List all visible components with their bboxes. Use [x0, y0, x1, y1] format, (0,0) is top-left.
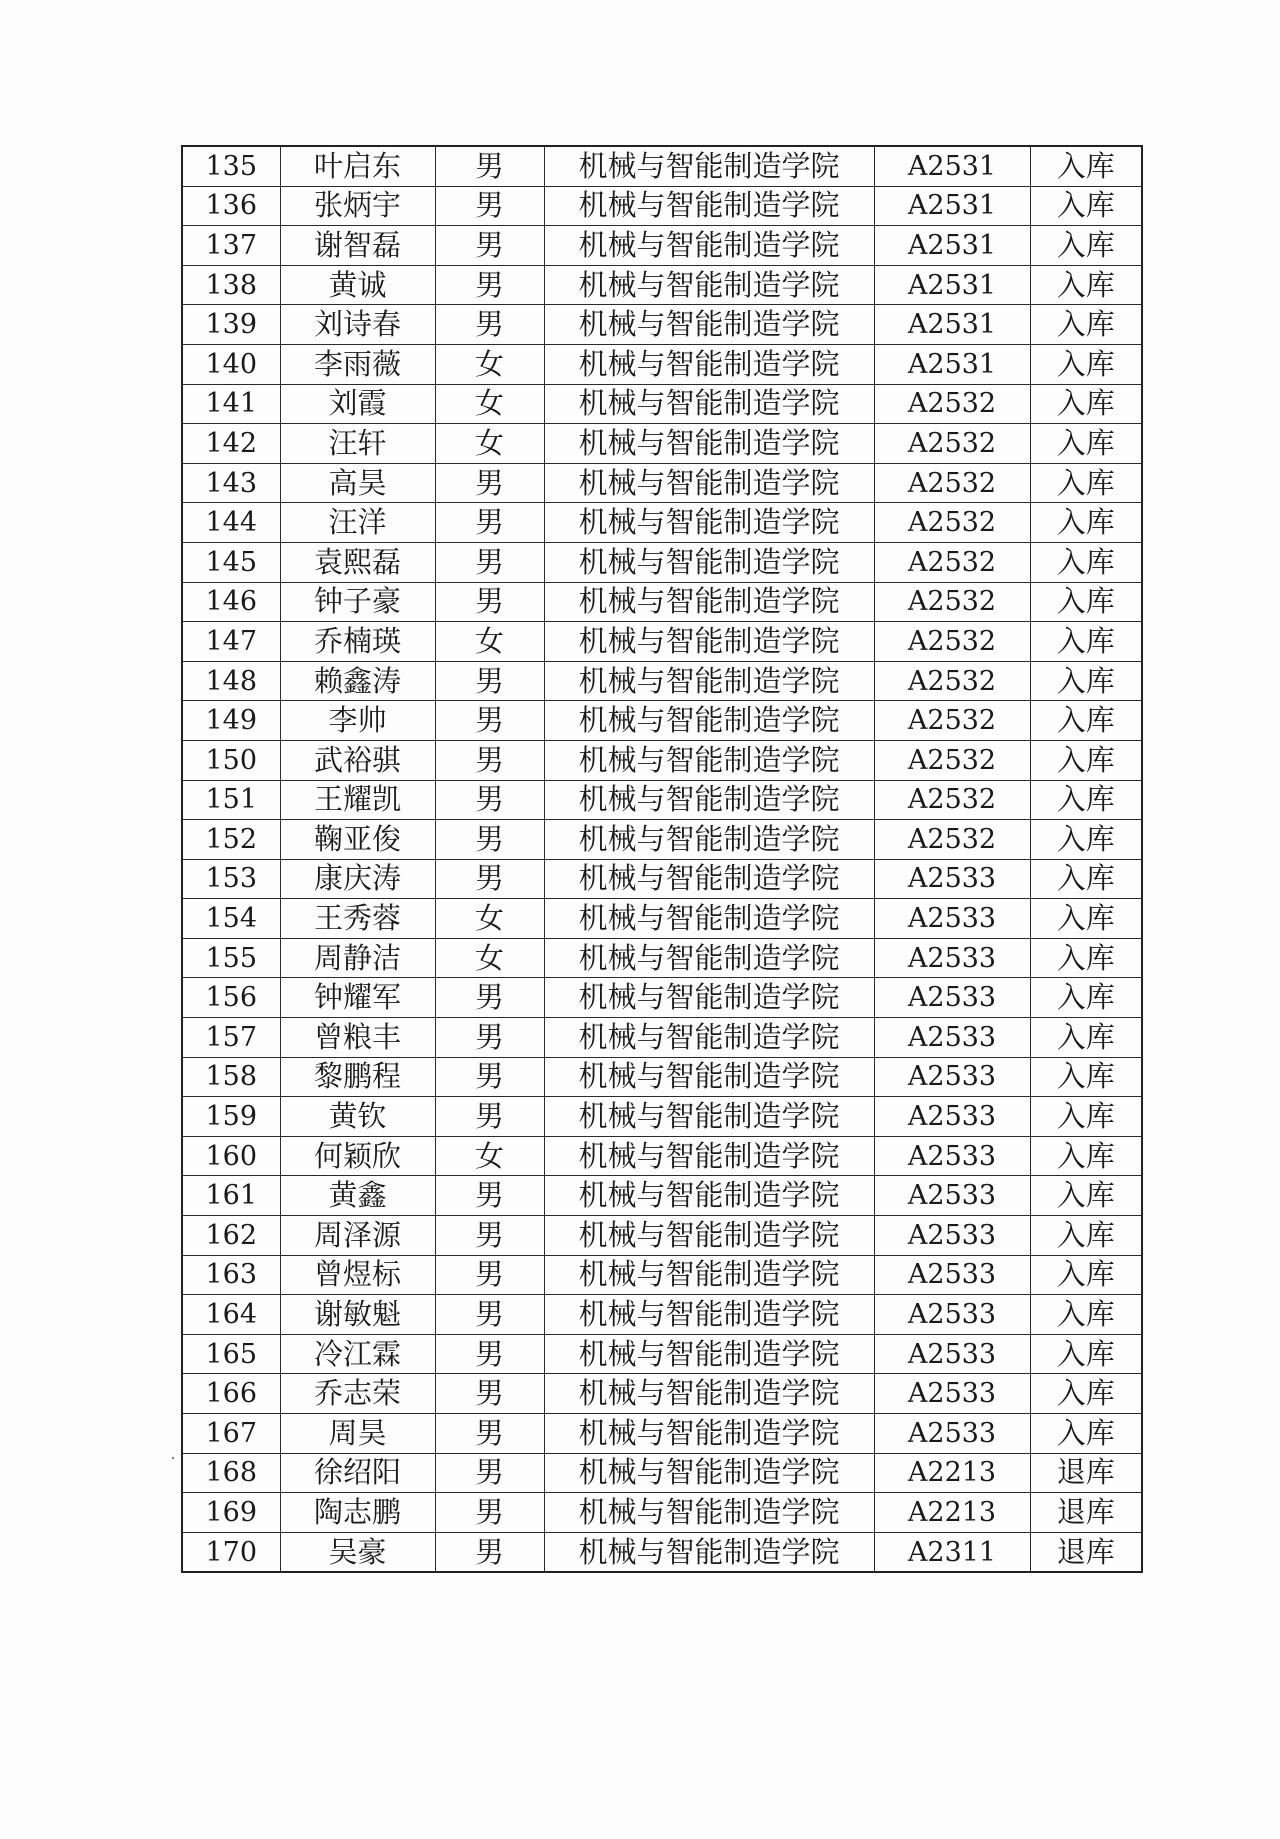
student-gender: 女	[435, 1136, 544, 1176]
student-gender: 男	[435, 740, 544, 780]
row-number: 145	[182, 542, 280, 582]
table-row	[182, 146, 1142, 186]
status-label: 入库	[1030, 582, 1142, 622]
college-name: 机械与智能制造学院	[544, 938, 874, 978]
table-row	[182, 265, 1142, 305]
table-row	[182, 899, 1142, 939]
status-label: 入库	[1030, 859, 1142, 899]
class-code: A2531	[874, 146, 1030, 186]
class-code: A2533	[874, 938, 1030, 978]
row-number: 150	[182, 740, 280, 780]
college-name: 机械与智能制造学院	[544, 899, 874, 939]
status-label: 入库	[1030, 820, 1142, 860]
college-name: 机械与智能制造学院	[544, 1176, 874, 1216]
college-name: 机械与智能制造学院	[544, 1136, 874, 1176]
college-name: 机械与智能制造学院	[544, 226, 874, 266]
student-name: 周昊	[280, 1414, 435, 1454]
row-number: 164	[182, 1295, 280, 1335]
student-name: 黄鑫	[280, 1176, 435, 1216]
student-name: 黄钦	[280, 1097, 435, 1137]
table-row	[182, 622, 1142, 662]
class-code: A2533	[874, 1136, 1030, 1176]
row-number: 138	[182, 265, 280, 305]
student-name: 李雨薇	[280, 344, 435, 384]
student-name: 刘霞	[280, 384, 435, 424]
class-code: A2531	[874, 265, 1030, 305]
college-name: 机械与智能制造学院	[544, 1374, 874, 1414]
student-name: 李帅	[280, 701, 435, 741]
table-row	[182, 859, 1142, 899]
row-number: 137	[182, 226, 280, 266]
table-row	[182, 1216, 1142, 1256]
table-row	[182, 1334, 1142, 1374]
row-number: 166	[182, 1374, 280, 1414]
college-name: 机械与智能制造学院	[544, 1018, 874, 1058]
status-label: 入库	[1030, 622, 1142, 662]
student-gender: 男	[435, 1057, 544, 1097]
table-row	[182, 226, 1142, 266]
student-gender: 男	[435, 859, 544, 899]
college-name: 机械与智能制造学院	[544, 1414, 874, 1454]
table-row	[182, 542, 1142, 582]
class-code: A2532	[874, 424, 1030, 464]
status-label: 入库	[1030, 1057, 1142, 1097]
student-name: 乔楠瑛	[280, 622, 435, 662]
table-row	[182, 1018, 1142, 1058]
class-code: A2532	[874, 622, 1030, 662]
table-row	[182, 384, 1142, 424]
college-name: 机械与智能制造学院	[544, 1097, 874, 1137]
class-code: A2533	[874, 1018, 1030, 1058]
student-gender: 男	[435, 503, 544, 543]
row-number: 168	[182, 1453, 280, 1493]
status-label: 退库	[1030, 1493, 1142, 1533]
table-row	[182, 344, 1142, 384]
class-code: A2533	[874, 1374, 1030, 1414]
student-name: 周静洁	[280, 938, 435, 978]
row-number: 143	[182, 463, 280, 503]
row-number: 146	[182, 582, 280, 622]
class-code: A2531	[874, 305, 1030, 345]
status-label: 入库	[1030, 1136, 1142, 1176]
class-code: A2533	[874, 1176, 1030, 1216]
row-number: 167	[182, 1414, 280, 1454]
class-code: A2532	[874, 780, 1030, 820]
student-name: 谢敏魁	[280, 1295, 435, 1335]
student-gender: 男	[435, 1018, 544, 1058]
class-code: A2532	[874, 582, 1030, 622]
row-number: 149	[182, 701, 280, 741]
student-name: 钟子豪	[280, 582, 435, 622]
row-number: 135	[182, 146, 280, 186]
scan-speck	[172, 1457, 174, 1459]
college-name: 机械与智能制造学院	[544, 1216, 874, 1256]
table-row	[182, 978, 1142, 1018]
status-label: 入库	[1030, 899, 1142, 939]
table-row	[182, 1414, 1142, 1454]
student-name: 赖鑫涛	[280, 661, 435, 701]
student-gender: 男	[435, 1532, 544, 1572]
class-code: A2311	[874, 1532, 1030, 1572]
table-row	[182, 661, 1142, 701]
class-code: A2531	[874, 344, 1030, 384]
student-gender: 男	[435, 1334, 544, 1374]
table-row	[182, 1374, 1142, 1414]
student-gender: 女	[435, 899, 544, 939]
status-label: 入库	[1030, 1018, 1142, 1058]
student-name: 乔志荣	[280, 1374, 435, 1414]
table-row	[182, 1532, 1142, 1572]
row-number: 160	[182, 1136, 280, 1176]
class-code: A2533	[874, 1057, 1030, 1097]
student-name: 鞠亚俊	[280, 820, 435, 860]
class-code: A2531	[874, 226, 1030, 266]
status-label: 入库	[1030, 384, 1142, 424]
college-name: 机械与智能制造学院	[544, 503, 874, 543]
row-number: 153	[182, 859, 280, 899]
status-label: 入库	[1030, 780, 1142, 820]
table-row	[182, 1295, 1142, 1335]
status-label: 入库	[1030, 146, 1142, 186]
class-code: A2533	[874, 1414, 1030, 1454]
row-number: 147	[182, 622, 280, 662]
student-name: 刘诗春	[280, 305, 435, 345]
table-row	[182, 1136, 1142, 1176]
student-gender: 男	[435, 265, 544, 305]
table-row	[182, 503, 1142, 543]
class-code: A2532	[874, 661, 1030, 701]
student-name: 钟耀军	[280, 978, 435, 1018]
student-gender: 男	[435, 978, 544, 1018]
class-code: A2532	[874, 542, 1030, 582]
student-gender: 男	[435, 820, 544, 860]
student-name: 曾粮丰	[280, 1018, 435, 1058]
college-name: 机械与智能制造学院	[544, 542, 874, 582]
student-name: 黄诚	[280, 265, 435, 305]
status-label: 入库	[1030, 1216, 1142, 1256]
status-label: 入库	[1030, 1374, 1142, 1414]
college-name: 机械与智能制造学院	[544, 344, 874, 384]
student-roster-table	[181, 145, 1143, 1573]
class-code: A2532	[874, 384, 1030, 424]
table-row	[182, 186, 1142, 226]
college-name: 机械与智能制造学院	[544, 661, 874, 701]
student-gender: 男	[435, 1216, 544, 1256]
class-code: A2533	[874, 1334, 1030, 1374]
table-row	[182, 740, 1142, 780]
class-code: A2533	[874, 1097, 1030, 1137]
student-name: 康庆涛	[280, 859, 435, 899]
college-name: 机械与智能制造学院	[544, 780, 874, 820]
student-gender: 男	[435, 1414, 544, 1454]
student-gender: 男	[435, 701, 544, 741]
status-label: 退库	[1030, 1532, 1142, 1572]
class-code: A2532	[874, 740, 1030, 780]
table-row	[182, 305, 1142, 345]
status-label: 入库	[1030, 265, 1142, 305]
status-label: 入库	[1030, 542, 1142, 582]
student-name: 何颖欣	[280, 1136, 435, 1176]
student-gender: 男	[435, 1493, 544, 1533]
student-name: 吴豪	[280, 1532, 435, 1572]
college-name: 机械与智能制造学院	[544, 622, 874, 662]
status-label: 入库	[1030, 701, 1142, 741]
college-name: 机械与智能制造学院	[544, 186, 874, 226]
college-name: 机械与智能制造学院	[544, 1334, 874, 1374]
row-number: 152	[182, 820, 280, 860]
roster-body	[182, 146, 1142, 1572]
status-label: 入库	[1030, 1176, 1142, 1216]
row-number: 154	[182, 899, 280, 939]
status-label: 入库	[1030, 740, 1142, 780]
college-name: 机械与智能制造学院	[544, 1057, 874, 1097]
class-code: A2533	[874, 1295, 1030, 1335]
row-number: 151	[182, 780, 280, 820]
status-label: 入库	[1030, 463, 1142, 503]
status-label: 入库	[1030, 1255, 1142, 1295]
college-name: 机械与智能制造学院	[544, 740, 874, 780]
student-name: 武裕骐	[280, 740, 435, 780]
college-name: 机械与智能制造学院	[544, 1532, 874, 1572]
class-code: A2533	[874, 1255, 1030, 1295]
student-name: 徐绍阳	[280, 1453, 435, 1493]
class-code: A2532	[874, 503, 1030, 543]
class-code: A2532	[874, 463, 1030, 503]
table-row	[182, 1057, 1142, 1097]
row-number: 158	[182, 1057, 280, 1097]
student-name: 谢智磊	[280, 226, 435, 266]
status-label: 入库	[1030, 661, 1142, 701]
table-row	[182, 463, 1142, 503]
student-gender: 男	[435, 780, 544, 820]
college-name: 机械与智能制造学院	[544, 978, 874, 1018]
college-name: 机械与智能制造学院	[544, 1295, 874, 1335]
student-gender: 女	[435, 938, 544, 978]
row-number: 155	[182, 938, 280, 978]
student-name: 陶志鹏	[280, 1493, 435, 1533]
student-name: 汪轩	[280, 424, 435, 464]
student-gender: 男	[435, 226, 544, 266]
student-gender: 女	[435, 622, 544, 662]
student-name: 张炳宇	[280, 186, 435, 226]
class-code: A2533	[874, 859, 1030, 899]
row-number: 169	[182, 1493, 280, 1533]
row-number: 157	[182, 1018, 280, 1058]
student-gender: 男	[435, 186, 544, 226]
table-row	[182, 1097, 1142, 1137]
student-gender: 男	[435, 1176, 544, 1216]
college-name: 机械与智能制造学院	[544, 265, 874, 305]
college-name: 机械与智能制造学院	[544, 424, 874, 464]
student-name: 高昊	[280, 463, 435, 503]
row-number: 140	[182, 344, 280, 384]
status-label: 入库	[1030, 424, 1142, 464]
row-number: 144	[182, 503, 280, 543]
class-code: A2213	[874, 1493, 1030, 1533]
row-number: 139	[182, 305, 280, 345]
student-name: 叶启东	[280, 146, 435, 186]
status-label: 入库	[1030, 344, 1142, 384]
table-row	[182, 820, 1142, 860]
college-name: 机械与智能制造学院	[544, 384, 874, 424]
class-code: A2533	[874, 978, 1030, 1018]
student-name: 王耀凯	[280, 780, 435, 820]
college-name: 机械与智能制造学院	[544, 1493, 874, 1533]
student-gender: 女	[435, 424, 544, 464]
student-name: 冷江霖	[280, 1334, 435, 1374]
student-gender: 男	[435, 1255, 544, 1295]
row-number: 142	[182, 424, 280, 464]
student-gender: 男	[435, 146, 544, 186]
student-gender: 男	[435, 582, 544, 622]
row-number: 156	[182, 978, 280, 1018]
table-row	[182, 424, 1142, 464]
student-name: 汪洋	[280, 503, 435, 543]
student-name: 袁熙磊	[280, 542, 435, 582]
student-name: 王秀蓉	[280, 899, 435, 939]
status-label: 退库	[1030, 1453, 1142, 1493]
college-name: 机械与智能制造学院	[544, 701, 874, 741]
row-number: 148	[182, 661, 280, 701]
status-label: 入库	[1030, 305, 1142, 345]
student-gender: 女	[435, 384, 544, 424]
student-name: 周泽源	[280, 1216, 435, 1256]
table-row	[182, 582, 1142, 622]
student-name: 黎鹏程	[280, 1057, 435, 1097]
table-row	[182, 780, 1142, 820]
status-label: 入库	[1030, 1097, 1142, 1137]
row-number: 136	[182, 186, 280, 226]
student-gender: 男	[435, 1097, 544, 1137]
class-code: A2531	[874, 186, 1030, 226]
college-name: 机械与智能制造学院	[544, 859, 874, 899]
row-number: 165	[182, 1334, 280, 1374]
table-row	[182, 1453, 1142, 1493]
table-row	[182, 938, 1142, 978]
table-row	[182, 701, 1142, 741]
class-code: A2532	[874, 701, 1030, 741]
student-gender: 男	[435, 661, 544, 701]
table-row	[182, 1176, 1142, 1216]
row-number: 170	[182, 1532, 280, 1572]
row-number: 161	[182, 1176, 280, 1216]
student-gender: 女	[435, 344, 544, 384]
row-number: 162	[182, 1216, 280, 1256]
row-number: 141	[182, 384, 280, 424]
class-code: A2533	[874, 899, 1030, 939]
student-name: 曾煜标	[280, 1255, 435, 1295]
student-gender: 男	[435, 1374, 544, 1414]
status-label: 入库	[1030, 186, 1142, 226]
status-label: 入库	[1030, 226, 1142, 266]
status-label: 入库	[1030, 1414, 1142, 1454]
status-label: 入库	[1030, 978, 1142, 1018]
table-row	[182, 1255, 1142, 1295]
student-gender: 男	[435, 542, 544, 582]
table-row	[182, 1493, 1142, 1533]
class-code: A2213	[874, 1453, 1030, 1493]
college-name: 机械与智能制造学院	[544, 1453, 874, 1493]
college-name: 机械与智能制造学院	[544, 463, 874, 503]
row-number: 163	[182, 1255, 280, 1295]
class-code: A2532	[874, 820, 1030, 860]
status-label: 入库	[1030, 938, 1142, 978]
status-label: 入库	[1030, 503, 1142, 543]
status-label: 入库	[1030, 1295, 1142, 1335]
status-label: 入库	[1030, 1334, 1142, 1374]
college-name: 机械与智能制造学院	[544, 305, 874, 345]
row-number: 159	[182, 1097, 280, 1137]
student-gender: 男	[435, 305, 544, 345]
college-name: 机械与智能制造学院	[544, 582, 874, 622]
class-code: A2533	[874, 1216, 1030, 1256]
student-gender: 男	[435, 1453, 544, 1493]
student-gender: 男	[435, 463, 544, 503]
student-gender: 男	[435, 1295, 544, 1335]
college-name: 机械与智能制造学院	[544, 1255, 874, 1295]
college-name: 机械与智能制造学院	[544, 820, 874, 860]
college-name: 机械与智能制造学院	[544, 146, 874, 186]
